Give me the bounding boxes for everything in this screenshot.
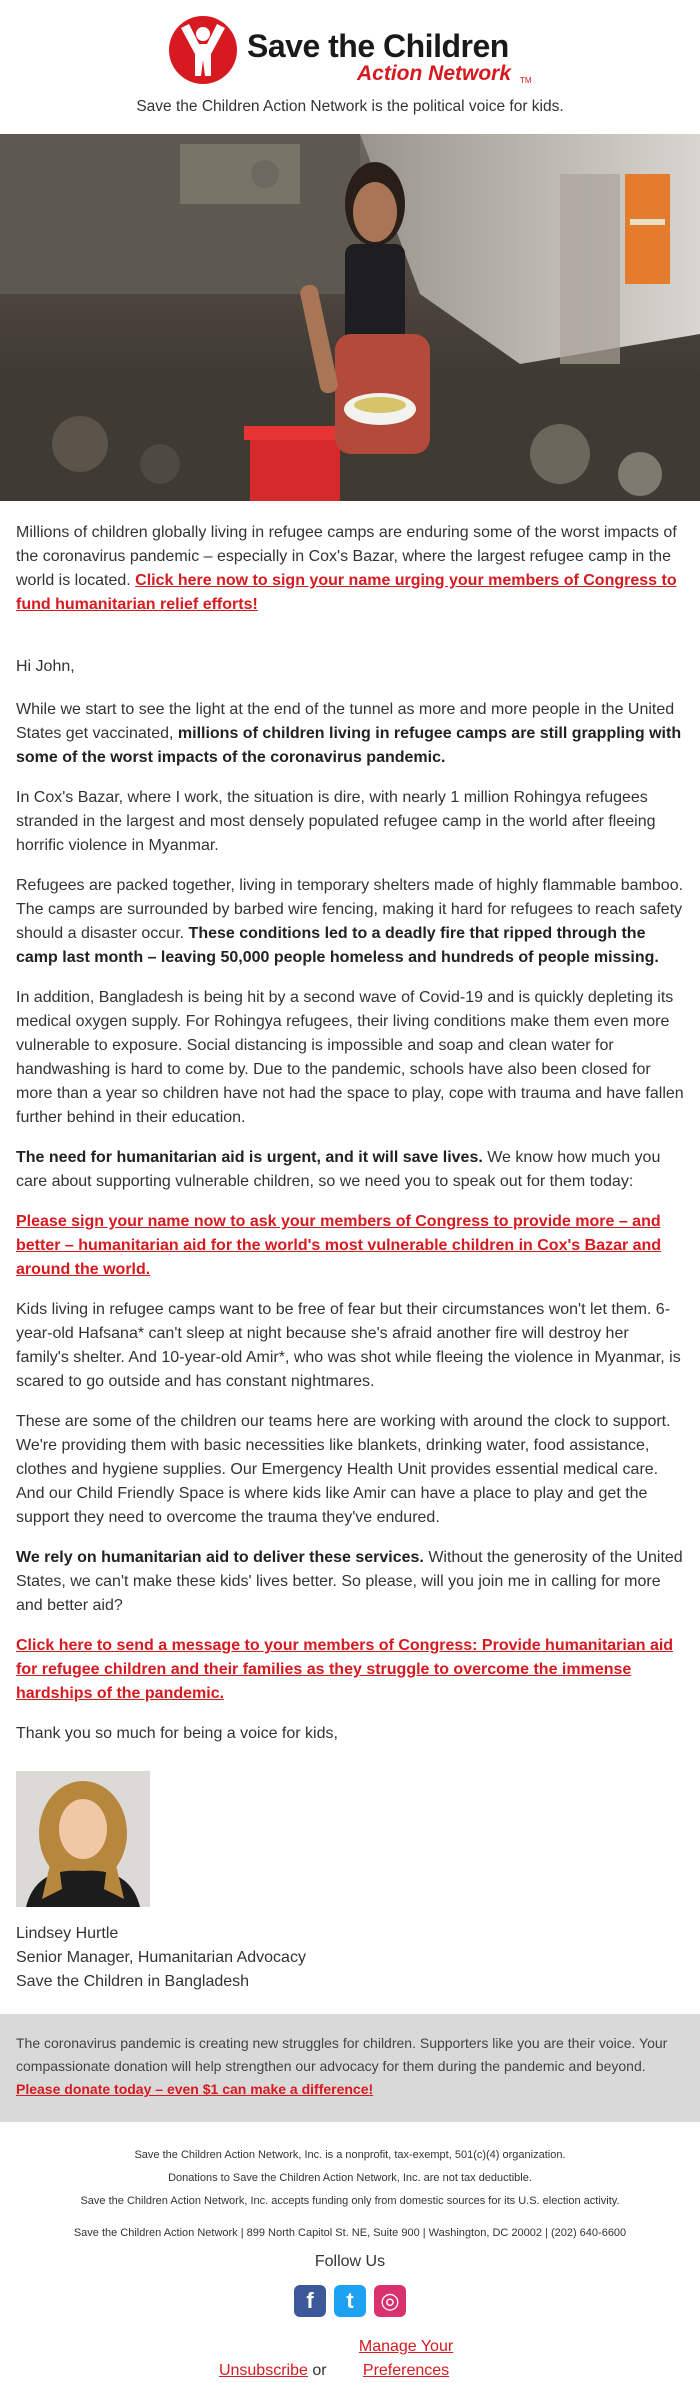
p8-text: Without the generosity of the United States, we can't make these kids' lives better. So please, will you join me in calling for more and better aid? <box>16 1549 683 1614</box>
p5-text: We know how much you care about supporting vulnerable children, so we need you to speak out for them today: <box>16 1149 661 1190</box>
signature-org: Save the Children in Bangladesh <box>16 1973 250 1990</box>
unsubscribe-or: or <box>312 2362 327 2379</box>
save-the-children-logo-icon <box>167 14 239 86</box>
p3-bold: These conditions led to a deadly fire that ripped through the camp last month – leaving 50,000 people homeless and hundreds of people missing. <box>16 925 659 966</box>
p8-bold: We rely on humanitarian aid to deliver these services. <box>16 1549 424 1566</box>
tagline: Save the Children Action Network is the political voice for kids. <box>136 98 564 115</box>
donate-text: The coronavirus pandemic is creating new struggles for children. Supporters like you are their voice. Your compassionate donation will help strengthen our advocacy for them during the pandemic and beyond. <box>16 2035 668 2074</box>
send-message-link[interactable]: Click here to send a message to your members of Congress: Provide humanitarian aid for refugee children and their families as they struggle to overcome the immense hardships of the pandemic. <box>16 1637 674 1702</box>
person-portrait-icon <box>16 1771 150 1907</box>
p1-bold: millions of children living in refugee camps are still grappling with some of the worst impacts of the coronavirus pandemic. <box>16 725 682 766</box>
letter-paragraph-8 <box>16 1546 684 1618</box>
footer-line-3: Save the Children Action Network, Inc. accepts funding only from domestic sources for its U.S. election activity. <box>80 2195 620 2207</box>
cta-paragraph-3 <box>16 1634 684 1706</box>
closing: Thank you so much for being a voice for kids, <box>16 1725 338 1742</box>
instagram-icon[interactable]: ◎ <box>374 2285 406 2317</box>
unsubscribe-line <box>0 2335 700 2383</box>
donate-box <box>0 2014 700 2122</box>
letter-paragraph-3 <box>16 874 684 970</box>
footer-line-1: Save the Children Action Network, Inc. is a nonprofit, tax-exempt, 501(c)(4) organization. <box>134 2149 566 2161</box>
p5-bold: The need for humanitarian aid is urgent, and it will save lives. <box>16 1149 483 1166</box>
letter-paragraph-6: Kids living in refugee camps want to be free of fear but their circumstances won't let them. 6-year-old Hafsana* can't sleep at night because she's afraid another fire will destroy her family's shelter. And 10-year-old Amir*, who was shot while fleeing the violence in Myanmar, is scared to go outside and has constant nightmares. <box>16 1301 681 1390</box>
social-links <box>0 2285 700 2317</box>
logo-subtitle: Action Network <box>357 62 512 85</box>
signature-block <box>16 1922 684 1994</box>
intro-paragraph <box>16 501 684 617</box>
letter-paragraph-4: In addition, Bangladesh is being hit by a second wave of Covid-19 and is quickly depleting its medical oxygen supply. For Rohingya refugees, their living conditions make them even more vulnerable to exposure. Social distancing is impossible and soap and clean water for handwashing is hard to come by. Due to the pandemic, schools have also been closed for more than a year so children have not had the space to play, cope with trauma and have fallen further behind in their education. <box>16 989 684 1126</box>
follow-us-label: Follow Us <box>314 2253 386 2270</box>
cta-paragraph-2 <box>16 1210 684 1282</box>
hero-photo <box>0 134 700 501</box>
logo-title: Save the Children <box>247 28 509 64</box>
refugee-child-photo-icon <box>0 134 700 501</box>
sign-petition-link[interactable]: Please sign your name now to ask your members of Congress to provide more – and better – humanitarian aid for the world's most vulnerable children in Cox's Bazar and around the world. <box>16 1213 662 1278</box>
signature-photo <box>16 1771 150 1907</box>
footer-address: Save the Children Action Network | 899 North Capitol St. NE, Suite 900 | Washington, DC 20002 | (202) 640-6600 <box>73 2227 627 2239</box>
intro-text: Millions of children globally living in refugee camps are enduring some of the worst impacts of the coronavirus pandemic – especially in Cox's Bazar, where the largest refugee camp in the world is located. <box>16 524 677 589</box>
manage-preferences-link[interactable]: Manage Your Preferences <box>358 2338 454 2379</box>
p3-text: Refugees are packed together, living in temporary shelters made of highly flammable bamboo. The camps are surrounded by barbed wire fencing, making it hard for refugees to reach safety should a disaster occur. <box>16 877 684 942</box>
save-the-children-logo[interactable] <box>167 14 537 88</box>
letter-paragraph-1 <box>16 698 684 770</box>
donate-link[interactable]: Please donate today – even $1 can make a difference! <box>16 2081 374 2097</box>
greeting: Hi John, <box>16 658 75 675</box>
letter-paragraph-5 <box>16 1146 684 1194</box>
letter-paragraph-2: In Cox's Bazar, where I work, the situation is dire, with nearly 1 million Rohingya refugees stranded in the largest and most densely populated refugee camp in the world after fleeing horrific violence in Myanmar. <box>16 789 656 854</box>
header <box>0 0 700 134</box>
p1-text: While we start to see the light at the end of the tunnel as more and more people in the United States get vaccinated, <box>16 701 675 742</box>
signature-role: Senior Manager, Humanitarian Advocacy <box>16 1949 306 1966</box>
signature-name: Lindsey Hurtle <box>16 1925 119 1942</box>
logo-trademark: TM <box>520 76 532 85</box>
unsubscribe-link[interactable]: Unsubscribe <box>218 2362 308 2379</box>
footer-line-2: Donations to Save the Children Action Network, Inc. are not tax deductible. <box>168 2172 532 2184</box>
footer <box>0 2122 700 2383</box>
sign-name-link[interactable]: Click here now to sign your name urging your members of Congress to fund humanitarian relief efforts! <box>16 572 677 613</box>
facebook-icon[interactable]: f <box>294 2285 326 2317</box>
twitter-icon[interactable]: t <box>334 2285 366 2317</box>
letter-paragraph-7: These are some of the children our teams here are working with around the clock to support. We're providing them with basic necessities like blankets, drinking water, food assistance, clothes and hygiene supplies. Our Emergency Health Unit provides essential medical care. And our Child Friendly Space is where kids like Amir can have a place to play and get the support they need to overcome the trauma they've endured. <box>16 1413 671 1526</box>
